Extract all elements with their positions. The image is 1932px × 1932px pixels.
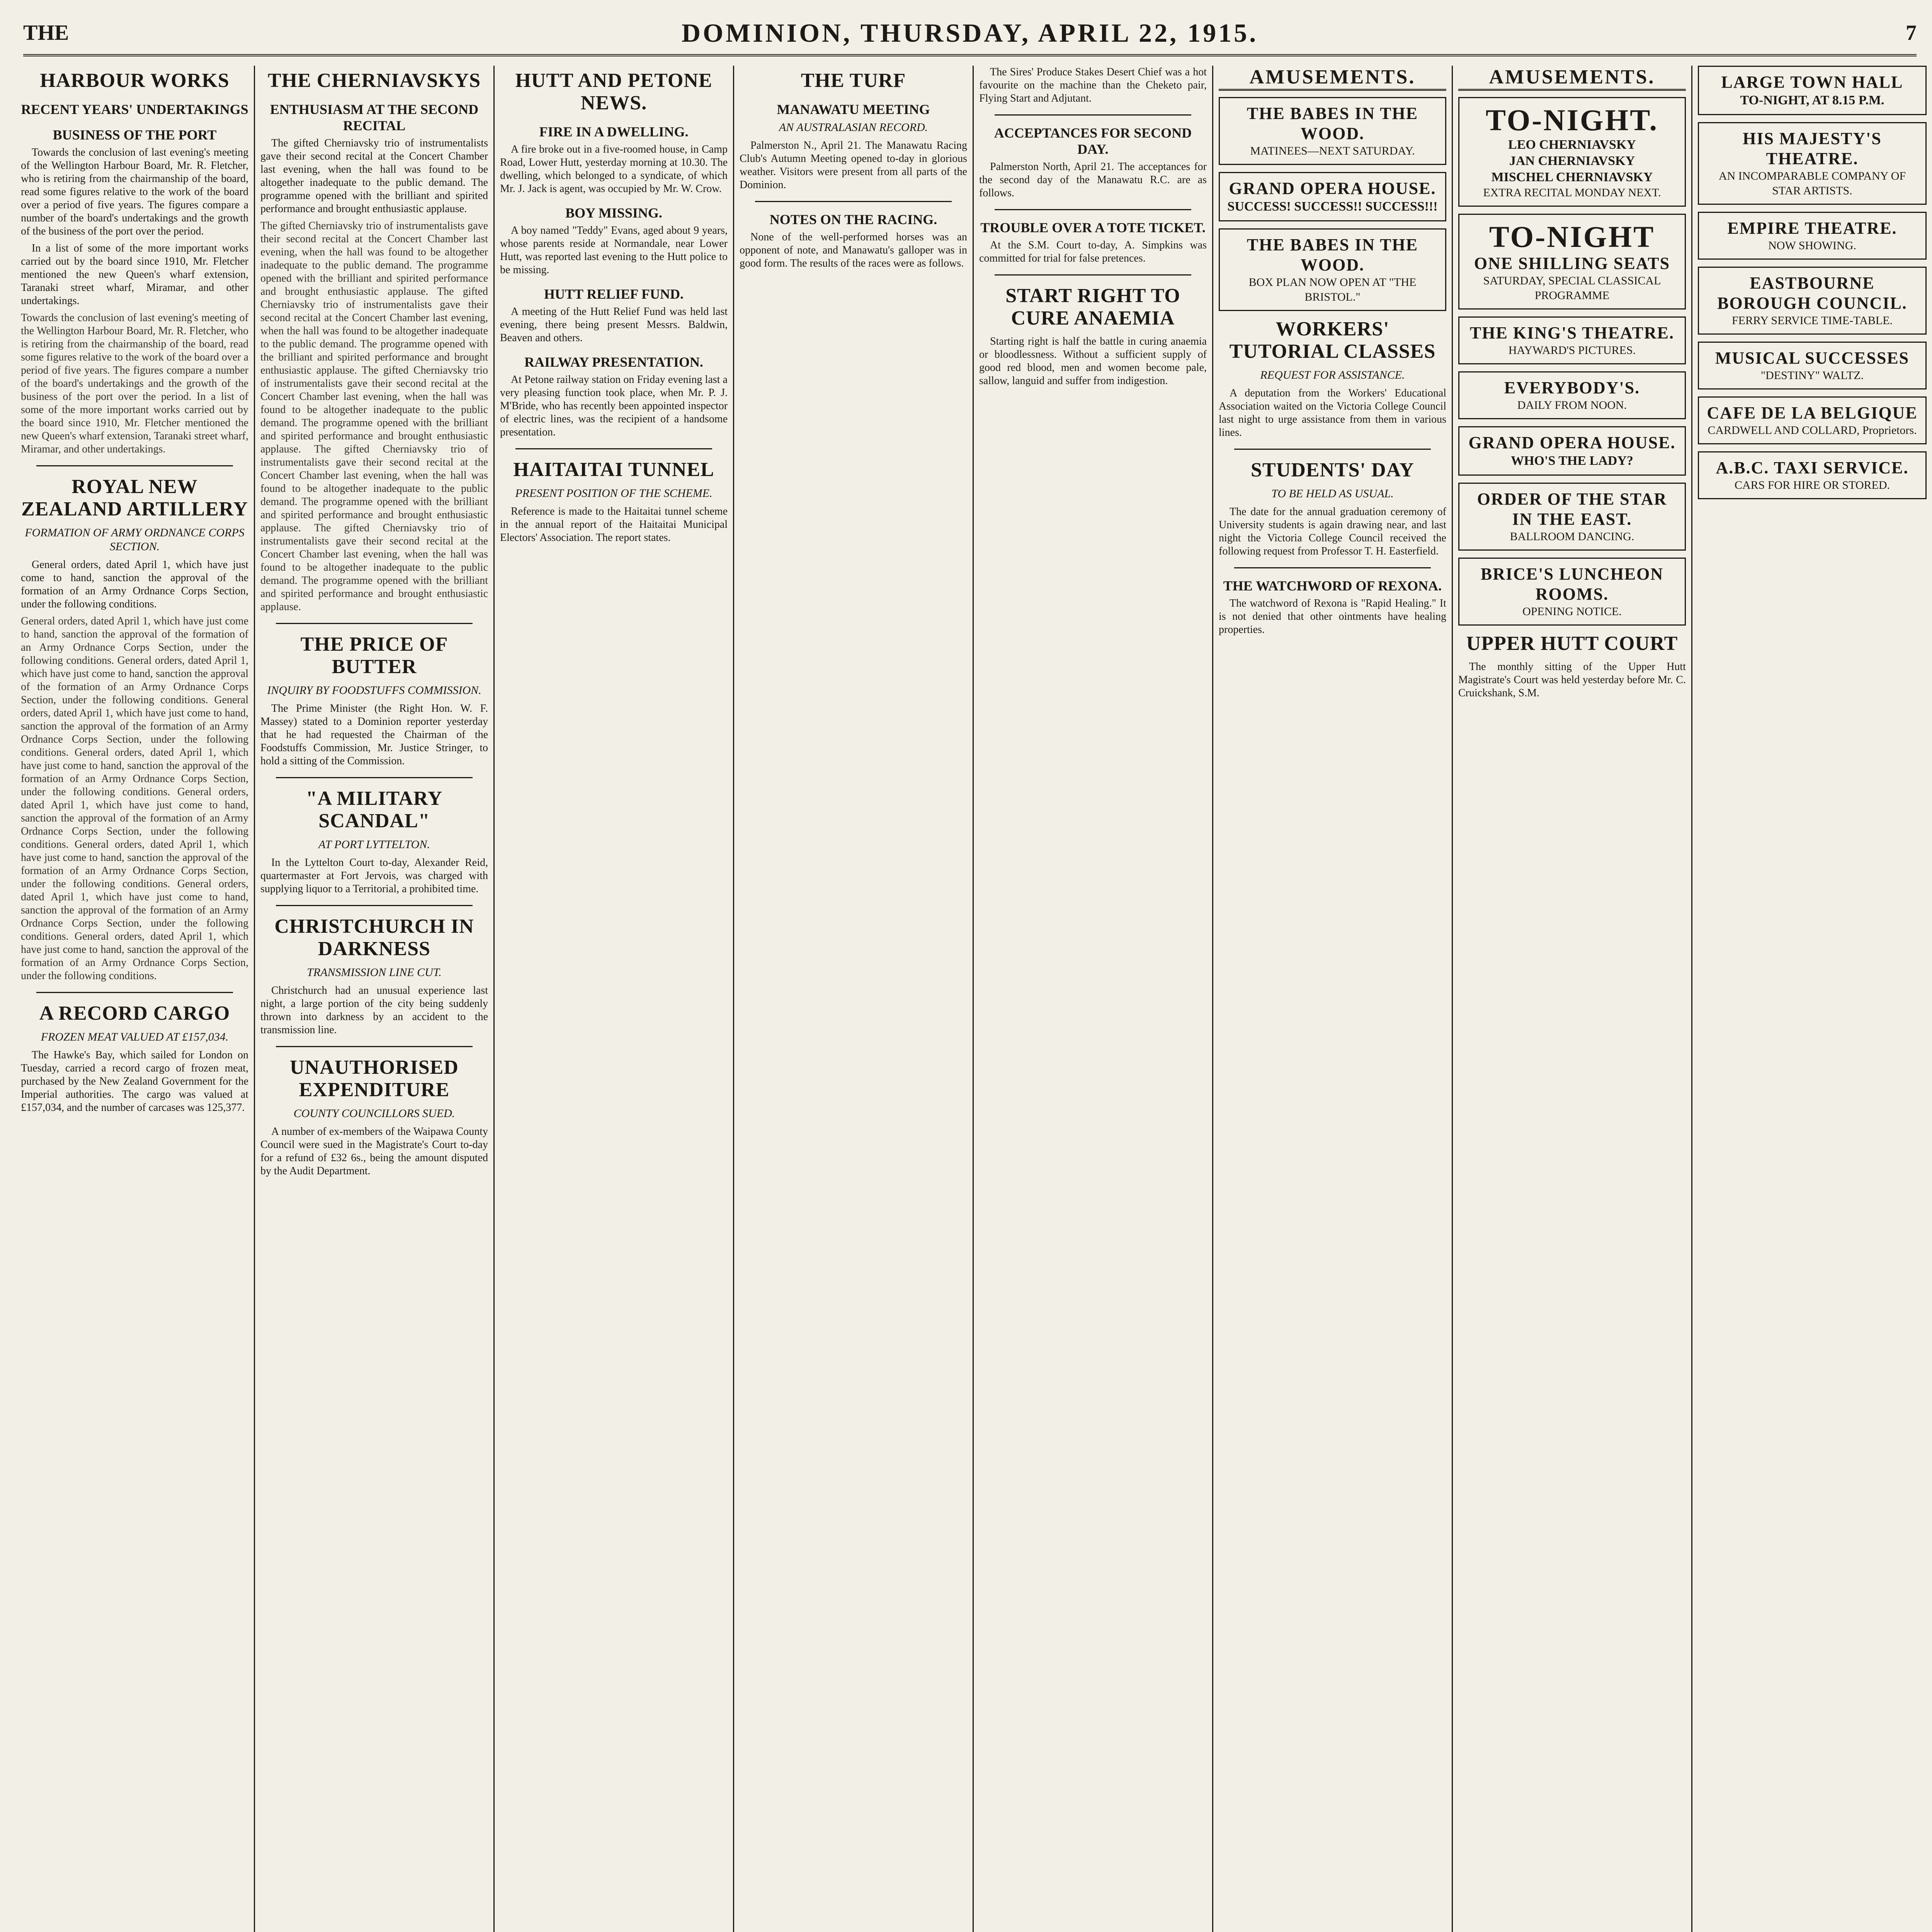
article-paragraph: The Sires' Produce Stakes Desert Chief was a hot favourite on the machine than the Cheketo pair, Flying Start and Adjutant. bbox=[979, 66, 1207, 104]
article-paragraph: A deputation from the Workers' Educational Association waited on the Victoria College Council last night to urge assistance from them in various lines. bbox=[1219, 387, 1446, 439]
article-subheading: MANAWATU MEETING bbox=[777, 102, 930, 117]
page-number: 7 bbox=[1905, 21, 1917, 45]
ad-title: HIS MAJESTY'S THEATRE. bbox=[1743, 129, 1882, 168]
divider bbox=[995, 114, 1191, 116]
ad-title: GRAND OPERA HOUSE. bbox=[1468, 433, 1676, 452]
ad-line: CARS FOR HIRE OR STORED. bbox=[1734, 479, 1890, 492]
article-subheading: FROZEN MEAT VALUED AT £157,034. bbox=[41, 1031, 229, 1043]
divider bbox=[515, 448, 712, 449]
ad-title: LARGE TOWN HALL bbox=[1721, 73, 1903, 92]
ad-line: BALLROOM DANCING. bbox=[1510, 530, 1634, 543]
article-paragraph: The monthly sitting of the Upper Hutt Magistrate's Court was held yesterday before Mr. C. Cruickshank, S.M. bbox=[1458, 661, 1686, 699]
ad-title: A.B.C. TAXI SERVICE. bbox=[1716, 458, 1909, 477]
advertisement bbox=[1698, 342, 1927, 389]
section-header: AMUSEMENTS. bbox=[1219, 66, 1446, 91]
ad-title: BRICE'S LUNCHEON ROOMS. bbox=[1480, 565, 1664, 604]
ad-line: EXTRA RECITAL MONDAY NEXT. bbox=[1483, 186, 1661, 199]
article-subheading: HUTT RELIEF FUND. bbox=[544, 286, 684, 302]
ad-line: LEO CHERNIAVSKY bbox=[1508, 138, 1636, 152]
article-paragraph: A number of ex-members of the Waipawa County Council were sued in the Magistrate's Court to-day for a refund of £32 6s., being the amount disputed by the Audit Department. bbox=[260, 1126, 488, 1177]
ad-title: EMPIRE THEATRE. bbox=[1727, 219, 1897, 238]
article-paragraph: Palmerston North, April 21. The acceptances for the second day of the Manawatu R.C. are as follows. bbox=[979, 161, 1207, 199]
ad-title: EASTBOURNE BOROUGH COUNCIL. bbox=[1717, 274, 1907, 313]
advertisement bbox=[1698, 396, 1927, 444]
ad-line: MATINEES—NEXT SATURDAY. bbox=[1250, 145, 1415, 157]
article-heading: UPPER HUTT COURT bbox=[1466, 633, 1678, 655]
article-subheading: RECENT YEARS' UNDERTAKINGS bbox=[21, 102, 248, 117]
ad-title: MUSICAL SUCCESSES bbox=[1715, 349, 1910, 367]
column-7 bbox=[1453, 66, 1692, 1932]
article-subheading: PRESENT POSITION OF THE SCHEME. bbox=[515, 487, 713, 500]
ad-title: TO-NIGHT. bbox=[1485, 103, 1659, 137]
article-heading: THE TURF bbox=[801, 70, 906, 92]
divider bbox=[36, 465, 233, 466]
article-heading: ACCEPTANCES FOR SECOND DAY. bbox=[994, 125, 1192, 157]
ad-line: OPENING NOTICE. bbox=[1522, 605, 1622, 618]
article-subheading: INQUIRY BY FOODSTUFFS COMMISSION. bbox=[267, 684, 481, 697]
ad-line: NOW SHOWING. bbox=[1768, 239, 1856, 252]
ad-line: ONE SHILLING SEATS bbox=[1474, 254, 1670, 273]
article-heading: CHRISTCHURCH IN DARKNESS bbox=[274, 915, 474, 960]
article-heading: START RIGHT TO CURE ANAEMIA bbox=[1005, 285, 1180, 329]
ad-line: HAYWARD'S PICTURES. bbox=[1508, 344, 1636, 357]
column-1 bbox=[15, 66, 255, 1932]
ad-title: THE BABES IN THE WOOD. bbox=[1247, 104, 1418, 143]
article-subheading: FIRE IN A DWELLING. bbox=[539, 124, 689, 139]
ad-title: ORDER OF THE STAR IN THE EAST. bbox=[1477, 490, 1667, 529]
advertisement bbox=[1458, 316, 1686, 364]
article-paragraph: General orders, dated April 1, which have just come to hand, sanction the approval of the formation of an Army Ordnance Corps Section, under the following conditions. bbox=[21, 559, 248, 610]
article-paragraph: Palmerston N., April 21. The Manawatu Racing Club's Autumn Meeting opened to-day in glorious weather. Visitors were present from all parts of the Dominion. bbox=[740, 139, 967, 191]
advertisement bbox=[1698, 122, 1927, 205]
article-body: Towards the conclusion of last evening's meeting of the Wellington Harbour Board, Mr. R. Fletcher, who is retiring from the chairmanship of the board, read some figures relative to the work of the board over a period of five years. The figures compare a number of the board's undertakings and the growth of the business of the port over the period. In a list of some of the more important works carried out by the board since 1910, Mr. Fletcher mentioned the new Queen's wharf extension, Taranaki street wharf, Miramar, and other undertakings. bbox=[21, 312, 249, 455]
ad-line: FERRY SERVICE TIME-TABLE. bbox=[1731, 314, 1893, 327]
article-subheading: FORMATION OF ARMY ORDNANCE CORPS SECTION. bbox=[25, 526, 245, 553]
ad-line: BOX PLAN NOW OPEN AT "THE BRISTOL." bbox=[1248, 276, 1417, 303]
article-subheading: ENTHUSIASM AT THE SECOND RECITAL bbox=[270, 102, 479, 133]
article-heading: STUDENTS' DAY bbox=[1251, 459, 1414, 481]
advertisement bbox=[1698, 267, 1927, 335]
column-2 bbox=[255, 66, 495, 1932]
ad-title: TO-NIGHT bbox=[1489, 220, 1655, 253]
ad-line: AN INCOMPARABLE COMPANY OF STAR ARTISTS. bbox=[1718, 170, 1906, 197]
article-subheading: TRANSMISSION LINE CUT. bbox=[307, 966, 442, 979]
divider bbox=[36, 992, 233, 993]
divider bbox=[276, 905, 473, 906]
article-heading: THE CHERNIAVSKYS bbox=[267, 70, 481, 92]
article-heading: ROYAL NEW ZEALAND ARTILLERY bbox=[21, 476, 248, 520]
advertisement bbox=[1219, 172, 1446, 221]
column-4 bbox=[734, 66, 974, 1932]
newspaper-title: DOMINION, THURSDAY, APRIL 22, 1915. bbox=[681, 18, 1259, 48]
divider bbox=[276, 1046, 473, 1047]
article-paragraph: A boy named "Teddy" Evans, aged about 9 years, whose parents reside at Normandale, near Lower Hutt, was reported last evening to the Hutt police to be missing. bbox=[500, 224, 728, 276]
advertisement-cherniavsky bbox=[1458, 97, 1686, 207]
advertisement bbox=[1458, 426, 1686, 476]
article-heading: WORKERS' TUTORIAL CLASSES bbox=[1229, 318, 1436, 362]
advertisement bbox=[1458, 371, 1686, 419]
column-6 bbox=[1213, 66, 1453, 1932]
article-paragraph: In a list of some of the more important works carried out by the board since 1910, Mr. Fletcher mentioned the new Queen's wharf extension, Taranaki street wharf, Miramar, and other undertakings. bbox=[21, 242, 248, 307]
divider bbox=[995, 274, 1191, 276]
article-paragraph: The Prime Minister (the Right Hon. W. F. Massey) stated to a Dominion reporter yesterday that he had requested the Chairman of the Foodstuffs Commission, Mr. Justice Stringer, to hold a sitting of the Commission. bbox=[260, 702, 488, 767]
article-heading: UNAUTHORISED EXPENDITURE bbox=[290, 1056, 459, 1101]
ad-title: THE BABES IN THE WOOD. bbox=[1247, 235, 1418, 274]
article-paragraph: Christchurch had an unusual experience last night, a large portion of the city being suddenly thrown into darkness by an accident to the transmission line. bbox=[260, 985, 488, 1036]
advertisement bbox=[1219, 228, 1446, 311]
ad-title: CAFE DE LA BELGIQUE bbox=[1707, 403, 1918, 422]
ad-title: GRAND OPERA HOUSE. bbox=[1229, 179, 1436, 198]
article-subheading: BUSINESS OF THE PORT bbox=[53, 127, 217, 143]
advertisement bbox=[1458, 483, 1686, 551]
article-subheading: REQUEST FOR ASSISTANCE. bbox=[1260, 369, 1405, 381]
article-subheading: AT PORT LYTTELTON. bbox=[318, 838, 430, 851]
article-paragraph: Towards the conclusion of last evening's meeting of the Wellington Harbour Board, Mr. R. Fletcher, who is retiring from the chairmanship of the board, read some figures relative to the work of the board over a period of five years. The figures compare a number of the board's undertakings and the growth of the business of the port over the period. bbox=[21, 146, 248, 237]
article-subheading: COUNTY COUNCILLORS SUED. bbox=[293, 1107, 455, 1120]
column-3 bbox=[495, 66, 734, 1932]
article-paragraph: The Hawke's Bay, which sailed for London on Tuesday, carried a record cargo of frozen meat, purchased by the New Zealand Government for the Imperial authorities. The cargo was valued at £157,034, and the number of carcases was 125,377. bbox=[21, 1049, 248, 1114]
article-heading: THE WATCHWORD OF REXONA. bbox=[1223, 578, 1442, 594]
column-5 bbox=[974, 66, 1213, 1932]
article-subheading: RAILWAY PRESENTATION. bbox=[524, 354, 703, 370]
ad-line: WHO'S THE LADY? bbox=[1511, 454, 1633, 468]
article-heading: HARBOUR WORKS bbox=[40, 70, 230, 92]
article-subheading: TO BE HELD AS USUAL. bbox=[1271, 487, 1394, 500]
divider bbox=[995, 209, 1191, 210]
divider bbox=[755, 201, 952, 202]
article-paragraph: Reference is made to the Haitaitai tunnel scheme in the annual report of the Haitaitai Municipal Electors' Association. The report states. bbox=[500, 505, 728, 544]
ad-line: JAN CHERNIAVSKY bbox=[1509, 154, 1635, 168]
advertisement bbox=[1219, 97, 1446, 165]
ad-title: THE KING'S THEATRE. bbox=[1469, 323, 1675, 342]
advertisement bbox=[1458, 558, 1686, 626]
article-heading: THE PRICE OF BUTTER bbox=[300, 633, 448, 678]
ad-line: MISCHEL CHERNIAVSKY bbox=[1491, 170, 1653, 184]
section-header: AMUSEMENTS. bbox=[1458, 66, 1686, 91]
article-subheading: NOTES ON THE RACING. bbox=[769, 212, 937, 227]
divider bbox=[276, 777, 473, 778]
advertisement-shilling-seats bbox=[1458, 214, 1686, 310]
advertisement bbox=[1698, 451, 1927, 499]
article-subheading: BOY MISSING. bbox=[565, 205, 662, 221]
article-paragraph: At the S.M. Court to-day, A. Simpkins was committed for trial for false pretences. bbox=[979, 239, 1207, 264]
divider bbox=[276, 623, 473, 624]
ad-line: TO-NIGHT, AT 8.15 P.M. bbox=[1740, 93, 1884, 107]
article-body: General orders, dated April 1, which have just come to hand, sanction the approval of the formation of an Army Ordnance Corps Section, under the following conditions. General orders, dated April 1, which have just come to hand, sanction the approval of the formation of an Army Ordnance Corps Section, under the following conditions. General orders, dated April 1, which have just come to hand, sanction the approval of the formation of an Army Ordnance Corps Section, under the following conditions. General orders, dated April 1, which have just come to hand, sanction the approval of the formation of an Army Ordnance Corps Section, under the following conditions. General orders, dated April 1, which have just come to hand, sanction the approval of the formation of an Army Ordnance Corps Section, under the following conditions. General orders, dated April 1, which have just come to hand, sanction the approval of the formation of an Army Ordnance Corps Section, under the following conditions. General orders, dated April 1, which have just come to hand, sanction the approval of the formation of an Army Ordnance Corps Section, under the following conditions. General orders, dated April 1, which have just come to hand, sanction the approval of the formation of an Army Ordnance Corps Section, under the following conditions. bbox=[21, 615, 249, 982]
masthead-left: THE bbox=[23, 21, 69, 45]
article-paragraph: Starting right is half the battle in curing anaemia or bloodlessness. Without a sufficient supply of good red blood, men and women become pale, sallow, languid and suffer from indigestion. bbox=[979, 335, 1207, 387]
ad-line: "DESTINY" WALTZ. bbox=[1760, 369, 1864, 382]
article-heading: TROUBLE OVER A TOTE TICKET. bbox=[980, 220, 1206, 235]
column-8 bbox=[1692, 66, 1932, 1932]
advertisement bbox=[1698, 212, 1927, 260]
article-paragraph: A meeting of the Hutt Relief Fund was held last evening, there being present Messrs. Baldwin, Beaven and others. bbox=[500, 306, 728, 344]
ad-line: SATURDAY, SPECIAL CLASSICAL PROGRAMME bbox=[1483, 274, 1661, 302]
article-paragraph: None of the well-performed horses was an opponent of note, and Manawatu's galloper was in good form. The results of the races were as follows. bbox=[740, 231, 967, 269]
article-paragraph: In the Lyttelton Court to-day, Alexander Reid, quartermaster at Fort Jervois, was charged with supplying liquor to a Territorial, a prohibited time. bbox=[260, 857, 488, 895]
article-paragraph: At Petone railway station on Friday evening last a very pleasing function took place, when Mr. P. J. M'Bride, who has recently been appointed inspector of electric lines, was the recipient of a handsome presentation. bbox=[500, 374, 728, 438]
article-paragraph: The gifted Cherniavsky trio of instrumentalists gave their second recital at the Concert Chamber last evening, when the hall was found to be altogether inadequate to the public demand. The programme opened with the brilliant and spirited performance and brought enthusiastic applause. bbox=[260, 137, 488, 215]
article-paragraph: A fire broke out in a five-roomed house, in Camp Road, Lower Hutt, yesterday morning at 10.30. The dwelling, which belonged to a syndicate, of which Mr. J. Jack is agent, was occupied by Mr. W. Crow. bbox=[500, 143, 728, 195]
article-body: The gifted Cherniavsky trio of instrumentalists gave their second recital at the Concert Chamber last evening, when the hall was found to be altogether inadequate to the public demand. The programme opened with the brilliant and spirited performance and brought enthusiastic applause. The gifted Cherniavsky trio of instrumentalists gave their second recital at the Concert Chamber last evening, when the hall was found to be altogether inadequate to the public demand. The programme opened with the brilliant and spirited performance and brought enthusiastic applause. The gifted Cherniavsky trio of instrumentalists gave their second recital at the Concert Chamber last evening, when the hall was found to be altogether inadequate to the public demand. The programme opened with the brilliant and spirited performance and brought enthusiastic applause. The gifted Cherniavsky trio of instrumentalists gave their second recital at the Concert Chamber last evening, when the hall was found to be altogether inadequate to the public demand. The programme opened with the brilliant and spirited performance and brought enthusiastic applause. The gifted Cherniavsky trio of instrumentalists gave their second recital at the Concert Chamber last evening, when the hall was found to be altogether inadequate to the public demand. The programme opened with the brilliant and spirited performance and brought enthusiastic applause. bbox=[260, 220, 488, 613]
ad-title: EVERYBODY'S. bbox=[1504, 378, 1640, 397]
article-paragraph: The date for the annual graduation ceremony of University students is again drawing near, and last night the Victoria College Council received the following request from Professor T. H. Easterfield. bbox=[1219, 506, 1446, 557]
divider bbox=[1234, 567, 1431, 568]
article-paragraph: The watchword of Rexona is "Rapid Healing." It is not denied that other ointments have healing properties. bbox=[1219, 597, 1446, 636]
advertisement bbox=[1698, 66, 1927, 115]
ad-line: SUCCESS! SUCCESS!! SUCCESS!!! bbox=[1227, 199, 1438, 214]
ad-line: CARDWELL AND COLLARD, Proprietors. bbox=[1708, 424, 1917, 437]
divider bbox=[1234, 449, 1431, 450]
article-heading: A RECORD CARGO bbox=[39, 1002, 230, 1024]
article-heading: HAITAITAI TUNNEL bbox=[513, 459, 714, 481]
masthead bbox=[23, 12, 1917, 56]
article-heading: HUTT AND PETONE NEWS. bbox=[515, 70, 713, 114]
article-subheading: AN AUSTRALASIAN RECORD. bbox=[779, 121, 928, 134]
article-heading: "A MILITARY SCANDAL" bbox=[306, 787, 443, 832]
ad-line: DAILY FROM NOON. bbox=[1517, 399, 1627, 412]
